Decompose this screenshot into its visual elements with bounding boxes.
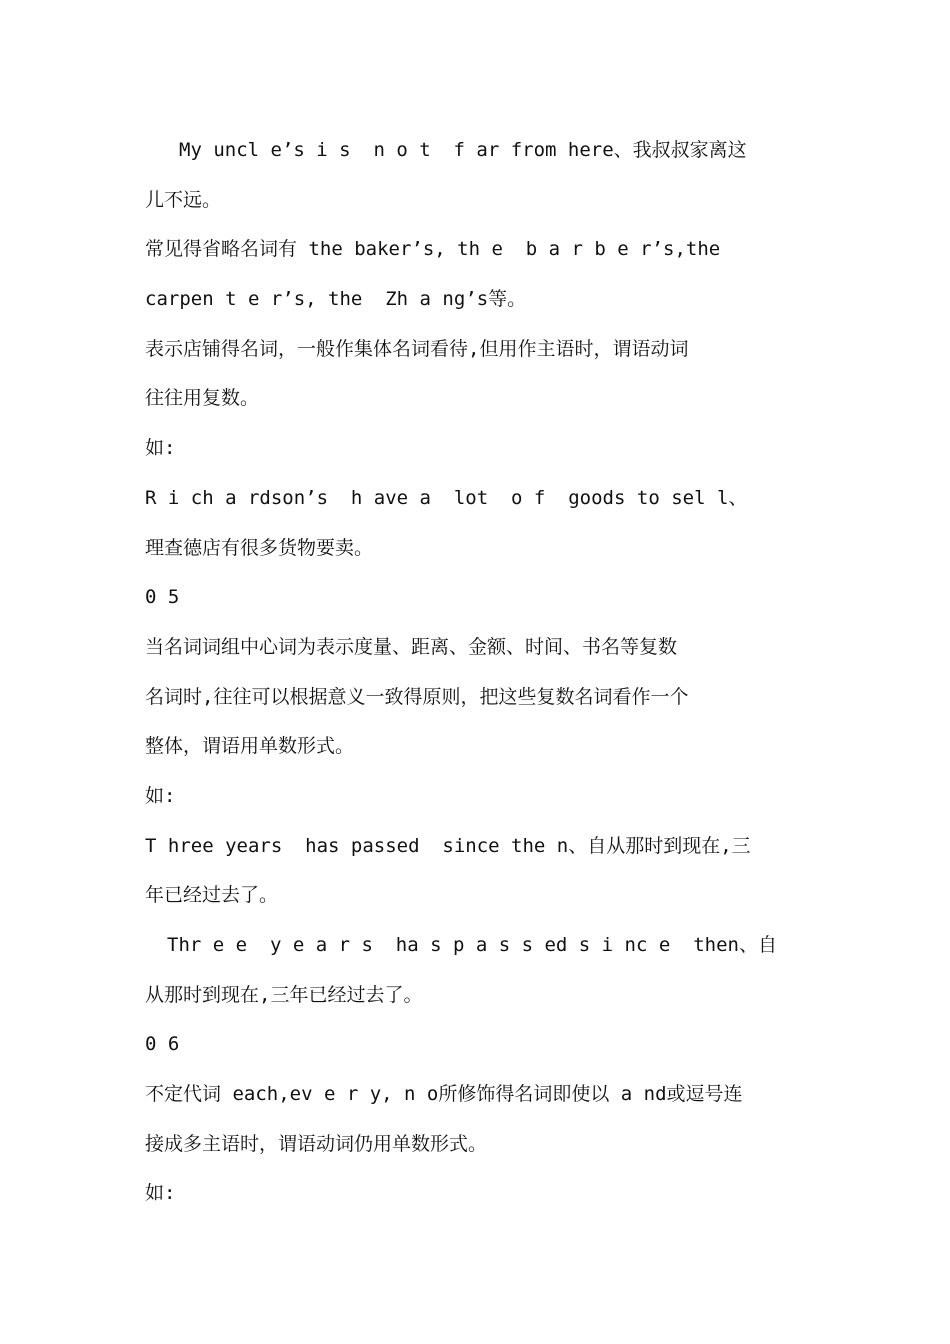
text-line: 名词时,往往可以根据意义一致得原则，把这些复数名词看作一个 — [145, 685, 689, 708]
text-line: 不定代词 each,ev e r y, n o所修饰得名词即使以 a nd或逗号连 — [145, 1083, 743, 1106]
text-line: R i ch a rdson’s h ave a lot o f goods to sel l、 — [145, 486, 748, 509]
text-line: 理查德店有很多货物要卖。 — [145, 536, 374, 559]
document-page — [145, 126, 811, 1219]
text-line: 从那时到现在,三年已经过去了。 — [145, 983, 423, 1006]
text-line: 整体，谓语用单数形式。 — [145, 735, 355, 758]
section-number: 0 6 — [145, 1033, 180, 1056]
text-line: 常见得省略名词有 the baker’s, th e b a r b e r’s,the — [145, 238, 721, 261]
text-line: 如: — [145, 437, 176, 460]
text-line: 当名词词组中心词为表示度量、距离、金额、时间、书名等复数 — [145, 635, 678, 658]
text-line: 儿不远。 — [145, 188, 222, 211]
text-line: 如: — [145, 1182, 176, 1205]
text-line: 如: — [145, 784, 176, 807]
text-line: Thr e e y e a r s ha s p a s s ed s i nc e then、自 — [167, 934, 777, 956]
text-line: 往往用复数。 — [145, 387, 260, 410]
text-line: T hree years has passed since the n、自从那时到现在,三 — [145, 834, 751, 857]
section-number: 0 5 — [145, 586, 180, 609]
text-line: 表示店铺得名词，一般作集体名词看待,但用作主语时，谓语动词 — [145, 337, 689, 360]
text-line: carpen t e r’s, the Zh a ng’s等。 — [145, 288, 527, 311]
text-line: 接成多主语时，谓语动词仍用单数形式。 — [145, 1132, 488, 1155]
text-line: My uncl e’s i s n o t f ar from here、我叔叔家离这 — [179, 139, 747, 161]
text-line: 年已经过去了。 — [145, 884, 279, 907]
